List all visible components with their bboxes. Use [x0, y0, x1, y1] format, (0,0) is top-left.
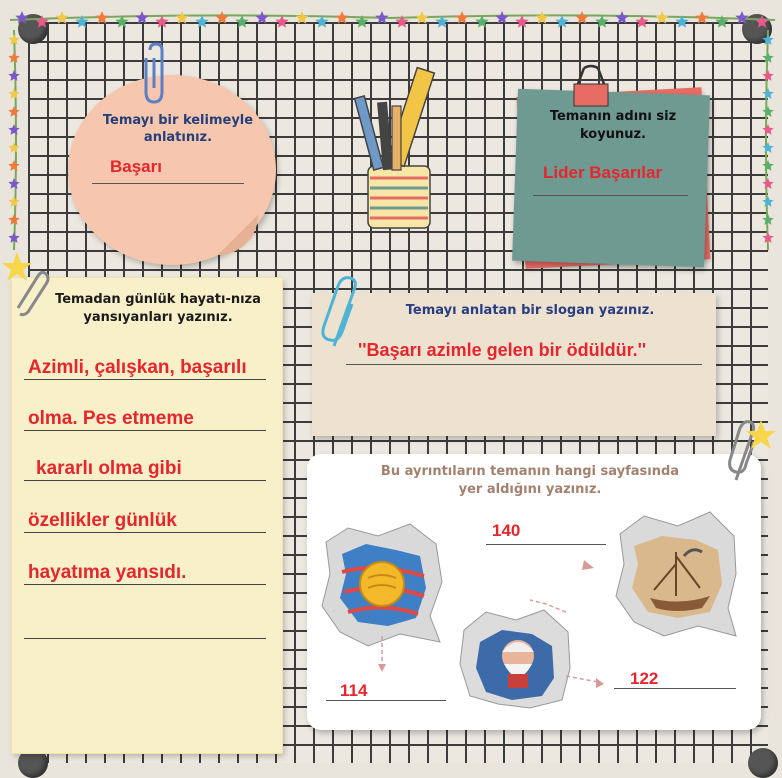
garland-star [8, 106, 19, 117]
answer-line [92, 183, 244, 184]
daily-life-line-text: Azimli, çalışkan, başarılı [28, 357, 247, 378]
garland-star [8, 124, 19, 135]
slogan-answer: ''Başarı azimle gelen bir ödüldür.'' [358, 340, 647, 360]
daily-life-line-text: özellikler günlük [28, 510, 177, 531]
garland-star [8, 88, 19, 99]
answer-line [24, 532, 266, 533]
garland-star [8, 142, 19, 153]
old-man-page-answer: 122 [630, 669, 659, 688]
binder-clip-icon [568, 64, 614, 110]
answer-line [486, 544, 606, 545]
paperclip-icon [140, 42, 174, 106]
answer-line [24, 584, 266, 585]
answer-line [326, 700, 446, 701]
corner-pin-top-right [742, 14, 772, 44]
answer-line [24, 480, 266, 481]
one-word-question: Temayı bir kelimeyle anlatınız. [102, 113, 254, 145]
star-icon [744, 418, 778, 452]
answer-line [24, 379, 266, 380]
pencil-cup-icon [350, 66, 460, 236]
corner-pin-top-left [18, 14, 48, 44]
garland-star [8, 70, 19, 81]
one-word-answer: Başarı [110, 157, 162, 176]
garland-star [8, 34, 19, 45]
page-finder-question: Bu ayrıntıların temanın hangi sayfasında yer aldığını yazınız. [380, 464, 680, 497]
answer-line [24, 638, 266, 639]
slogan-question: Temayı anlatan bir slogan yazınız. [405, 303, 655, 318]
garland-star [8, 214, 19, 225]
answer-line [614, 688, 736, 689]
daily-life-line-text: hayatıma yansıdı. [28, 562, 187, 583]
garland-star [8, 160, 19, 171]
answer-line [24, 430, 266, 431]
daily-life-line-text: kararlı olma gibi [36, 458, 182, 479]
ship-page-answer: 140 [492, 521, 521, 540]
answer-line [533, 195, 688, 196]
garland-star [8, 196, 19, 207]
answer-line [346, 364, 702, 365]
name-answer: Lider Başarılar [543, 163, 663, 182]
medal-page-answer: 114 [340, 681, 368, 700]
name-question: Temanın adını siz koyunuz. [549, 109, 677, 142]
garland-star [8, 52, 19, 63]
star-icon [0, 250, 34, 284]
pointer-arrows [370, 556, 640, 696]
corner-pin-bottom-right [748, 748, 778, 778]
garland-star [8, 232, 19, 243]
daily-life-line-text: olma. Pes etmeme [28, 408, 194, 429]
daily-life-question: Temadan günlük hayatı-nıza yansıyanları yazınız. [55, 292, 261, 325]
garland-star [8, 178, 19, 189]
